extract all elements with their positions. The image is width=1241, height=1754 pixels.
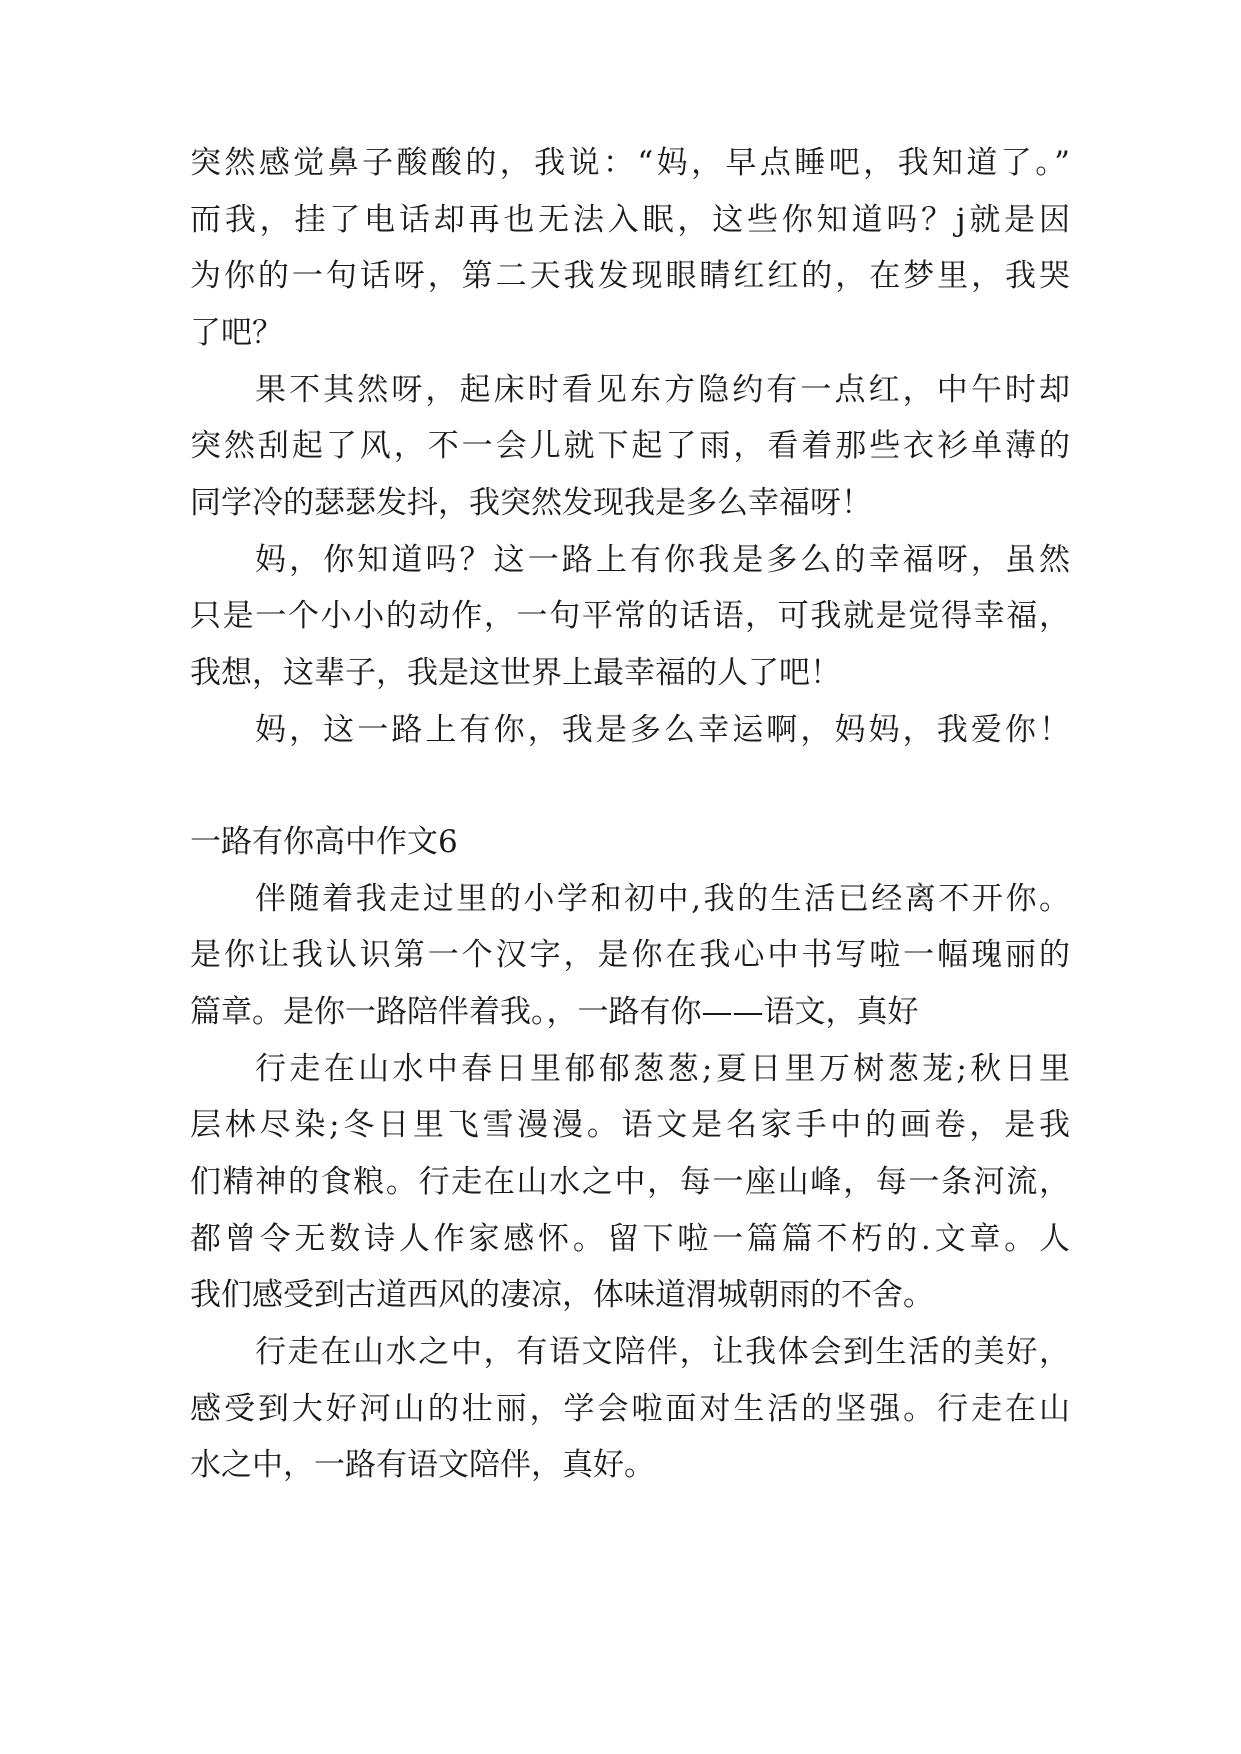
text-line: 是你让我认识第一个汉字，是你在我心中书写啦一幅瑰丽的 bbox=[190, 937, 1070, 973]
text-line: 突然感觉鼻子酸酸的，我说：“妈，早点睡吧，我知道了。” bbox=[190, 145, 1070, 181]
text-line: 都曾令无数诗人作家感怀。留下啦一篇篇不朽的.文章。人 bbox=[190, 1221, 1070, 1257]
text-line: 突然刮起了风，不一会儿就下起了雨，看着那些衣衫单薄的 bbox=[190, 428, 1070, 464]
text-line: 行走在山水中春日里郁郁葱葱;夏日里万树葱茏;秋日里 bbox=[255, 1051, 1070, 1087]
text-line: 们精神的食粮。行走在山水之中，每一座山峰，每一条河流， bbox=[190, 1164, 1070, 1200]
text-line: 感受到大好河山的壮丽，学会啦面对生活的坚强。行走在山 bbox=[190, 1391, 1070, 1427]
text-line: 层林尽染;冬日里飞雪漫漫。语文是名家手中的画卷，是我 bbox=[190, 1107, 1070, 1143]
text-line: 同学冷的瑟瑟发抖，我突然发现我是多么幸福呀！ bbox=[190, 485, 872, 521]
text-line: 水之中，一路有语文陪伴，真好。 bbox=[190, 1447, 655, 1483]
text-line: 我想，这辈子，我是这世界上最幸福的人了吧！ bbox=[190, 655, 841, 691]
text-line: 了吧？ bbox=[190, 315, 283, 351]
text-line: 行走在山水之中，有语文陪伴，让我体会到生活的美好， bbox=[255, 1334, 1070, 1370]
text-line: 为你的一句话呀，第二天我发现眼睛红红的，在梦里，我哭 bbox=[190, 258, 1070, 294]
text-line: 妈，你知道吗？这一路上有你我是多么的幸福呀，虽然 bbox=[255, 542, 1070, 578]
text-line: 而我，挂了电话却再也无法入眠，这些你知道吗？j就是因 bbox=[190, 202, 1070, 238]
text-line: 妈，这一路上有你，我是多么幸运啊，妈妈，我爱你！ bbox=[255, 712, 1070, 748]
text-line: 我们感受到古道西风的凄凉，体味道渭城朝雨的不舍。 bbox=[190, 1277, 934, 1313]
text-line: 伴随着我走过里的小学和初中,我的生活已经离不开你。 bbox=[255, 881, 1070, 917]
section-heading: 一路有你高中作文6 bbox=[190, 824, 458, 860]
text-line: 篇章。是你一路陪伴着我。，一路有你——语文，真好 bbox=[190, 994, 919, 1030]
text-line: 果不其然呀，起床时看见东方隐约有一点红，中午时却 bbox=[255, 372, 1070, 408]
text-line: 只是一个小小的动作，一句平常的话语，可我就是觉得幸福， bbox=[190, 598, 1070, 634]
